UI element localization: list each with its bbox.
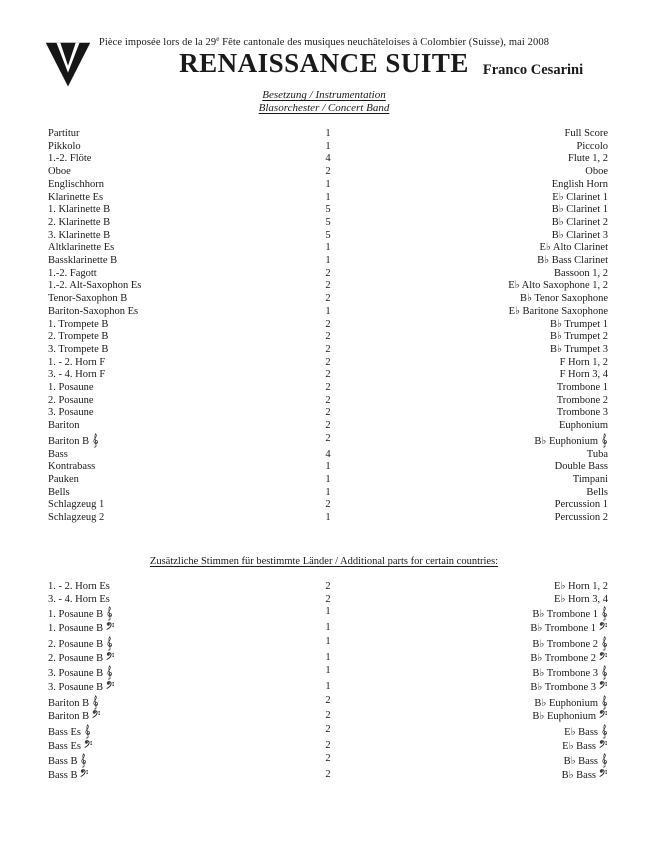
instrument-name-en: B♭ Bass — [350, 769, 608, 783]
additional-parts-table — [48, 581, 608, 783]
instrument-name-en: E♭ Alto Clarinet — [539, 242, 608, 254]
instrument-name-de: Bariton B — [48, 710, 306, 724]
treble-clef-icon — [84, 724, 91, 739]
copies-count: 1 — [325, 512, 331, 524]
instrument-name-de: Bass B — [48, 753, 306, 769]
instrumentation-row — [48, 268, 608, 281]
instrumentation-row — [48, 724, 608, 740]
instrument-name-en: Full Score — [564, 128, 608, 139]
instrumentation-row — [48, 293, 608, 306]
instrumentation-row — [48, 344, 608, 357]
instrument-name-en: B♭ Trombone 3 — [350, 681, 608, 695]
instrument-name-de: 1. Klarinette B — [48, 204, 111, 216]
copies-count: 2 — [325, 369, 331, 381]
instrumentation-row — [48, 622, 608, 636]
instrument-name-de: Klarinette Es — [48, 191, 104, 203]
copies-count: 1 — [325, 461, 331, 473]
instrument-name-en: E♭ Bass — [350, 740, 608, 754]
instrument-name-de: 3. - 4. Horn Es — [48, 593, 110, 605]
copies-count: 2 — [325, 356, 331, 368]
copies-count: 2 — [325, 724, 331, 736]
instrument-name-de: 1. Trompete B — [48, 318, 109, 330]
instrument-name-de: Bass Es — [48, 740, 306, 754]
treble-clef-icon — [601, 636, 608, 651]
instrument-name-en: E♭ Baritone Saxophone — [508, 305, 608, 317]
copies-count: 4 — [325, 448, 331, 460]
instrument-name-en: Piccolo — [576, 140, 608, 152]
instrument-name-de: 3. Trompete B — [48, 343, 109, 355]
copies-count: 2 — [325, 267, 331, 279]
instrumentation-row — [48, 499, 608, 512]
instrument-name-en: E♭ Bass — [350, 724, 608, 740]
instrument-name-de: Bass Es — [48, 724, 306, 740]
instrumentation-row — [48, 740, 608, 754]
composer-name: Franco Cesarini — [482, 62, 584, 78]
treble-clef-icon — [601, 753, 608, 768]
copies-count: 2 — [325, 593, 331, 605]
instrument-name-en: E♭ Alto Saxophone 1, 2 — [508, 280, 608, 292]
copies-count: 1 — [325, 128, 331, 139]
copies-count: 2 — [325, 694, 331, 706]
instrument-name-de: Tenor-Saxophon B — [48, 293, 128, 305]
treble-clef-icon — [601, 665, 608, 680]
instrumentation-row — [48, 242, 608, 255]
instrument-name-de: 3. Klarinette B — [48, 229, 111, 241]
instrument-name-de: 1.-2. Flöte — [48, 153, 92, 165]
instrument-name-en: B♭ Trombone 2 — [350, 636, 608, 652]
instrument-name-en: B♭ Trumpet 3 — [549, 343, 608, 355]
treble-clef-icon — [601, 695, 608, 710]
instrument-name-en: E♭ Horn 3, 4 — [554, 593, 608, 605]
instrument-name-en: B♭ Trumpet 2 — [549, 331, 608, 343]
instrument-name-de: Schlagzeug 2 — [48, 512, 105, 524]
instrument-name-en: B♭ Trombone 3 — [350, 665, 608, 681]
instrument-name-de: Oboe — [48, 166, 71, 178]
instrumentation-row — [48, 652, 608, 666]
treble-clef-icon — [92, 433, 99, 448]
copies-count: 2 — [325, 293, 331, 305]
instrumentation-row — [48, 395, 608, 408]
treble-clef-icon — [601, 724, 608, 739]
instrument-name-de: 2. Klarinette B — [48, 216, 111, 228]
instrumentation-row — [48, 382, 608, 395]
copies-count: 1 — [325, 486, 331, 498]
bass-clef-icon — [106, 622, 115, 631]
instrument-name-en: Trombone 2 — [556, 394, 608, 406]
instrumentation-row — [48, 192, 608, 205]
instrument-name-de: 3. Posaune — [48, 407, 94, 419]
instrumentation-row — [48, 407, 608, 420]
instrument-name-de: 3. Posaune B — [48, 665, 306, 681]
instrument-name-de: Bass B — [48, 769, 306, 783]
instrument-name-de: 1. Posaune B — [48, 622, 306, 636]
instrument-name-de: 2. Posaune B — [48, 636, 306, 652]
instrument-name-de: Bells — [48, 486, 70, 498]
instrument-name-en: B♭ Clarinet 2 — [551, 216, 608, 228]
copies-count: 1 — [325, 242, 331, 254]
instrument-name-de: Bariton B — [48, 433, 306, 449]
page-title: RENAISSANCE SUITE — [179, 48, 469, 78]
header-note-text-continued: Fête cantonale des musiques neuchâteloises à Colombier (Suisse), mai 2008 — [219, 37, 550, 48]
instrument-name-de: Bariton-Saxophon Es — [48, 305, 139, 317]
bass-clef-icon — [84, 740, 93, 749]
treble-clef-icon — [92, 695, 99, 710]
copies-count: 5 — [325, 229, 331, 241]
instrument-name-en: E♭ Clarinet 1 — [552, 191, 608, 203]
instrumentation-row — [48, 153, 608, 166]
instrumentation-row — [48, 449, 608, 462]
instrumentation-row — [48, 280, 608, 293]
instrumentation-row — [48, 306, 608, 319]
instrument-name-en: F Horn 3, 4 — [559, 369, 608, 381]
copies-count: 1 — [325, 606, 331, 618]
instrumentation-row — [48, 769, 608, 783]
instrument-name-en: Percussion 2 — [554, 512, 608, 524]
instrumentation-row — [48, 369, 608, 382]
instrumentation-row — [48, 433, 608, 449]
instrument-name-en: B♭ Bass Clarinet — [537, 255, 608, 267]
instrument-name-en: Tuba — [586, 448, 608, 460]
instrument-name-en: Timpani — [572, 473, 608, 485]
copies-count: 5 — [325, 204, 331, 216]
instrument-name-de: 2. Posaune B — [48, 652, 306, 666]
header-note-text: Pièce imposée lors de la 29 — [98, 37, 217, 48]
copies-count: 1 — [325, 178, 331, 190]
instrumentation-row — [48, 461, 608, 474]
instrumentation-row — [48, 695, 608, 711]
instrument-name-de: 1.-2. Alt-Saxophon Es — [48, 280, 142, 292]
instrument-name-de: Partitur — [48, 128, 80, 139]
instrumentation-row — [48, 217, 608, 230]
instrument-name-de: Bariton — [48, 420, 80, 432]
bass-clef-icon — [106, 652, 115, 661]
instrument-name-en: B♭ Trombone 1 — [350, 622, 608, 636]
instrumentation-row — [48, 357, 608, 370]
instrumentation-row — [48, 581, 608, 594]
instrumentation-row — [48, 141, 608, 154]
treble-clef-icon — [601, 606, 608, 621]
instrumentation-row — [48, 255, 608, 268]
instrument-name-de: Bariton B — [48, 695, 306, 711]
instrumentation-row — [48, 512, 608, 525]
instrument-name-de: Altklarinette Es — [48, 242, 115, 254]
instrumentation-row — [48, 753, 608, 769]
instrument-name-en: E♭ Horn 1, 2 — [554, 581, 608, 592]
subtitle-concert-band: Blasorchester / Concert Band — [258, 102, 390, 114]
instrument-name-en: F Horn 1, 2 — [559, 356, 608, 368]
copies-count: 1 — [325, 473, 331, 485]
bass-clef-icon — [599, 652, 608, 661]
bass-clef-icon — [599, 622, 608, 631]
instrumentation-row — [48, 681, 608, 695]
instrument-name-de: 2. Trompete B — [48, 331, 109, 343]
instrument-name-en: B♭ Tenor Saxophone — [519, 293, 608, 305]
treble-clef-icon — [106, 636, 113, 651]
copies-count: 2 — [325, 581, 331, 592]
instrumentation-row — [48, 230, 608, 243]
bass-clef-icon — [599, 681, 608, 690]
instrument-name-en: Double Bass — [554, 461, 608, 473]
instrumentation-row — [48, 331, 608, 344]
instrument-name-de: 1. - 2. Horn Es — [48, 581, 110, 592]
instrument-name-en: B♭ Euphonium — [350, 695, 608, 711]
instrumentation-table — [48, 128, 608, 525]
copies-count: 1 — [325, 305, 331, 317]
instrument-name-de: 3. Posaune B — [48, 681, 306, 695]
instrument-name-en: B♭ Trombone 1 — [350, 606, 608, 622]
instrument-name-en: B♭ Euphonium — [350, 710, 608, 724]
copies-count: 2 — [325, 382, 331, 394]
instrument-name-en: B♭ Euphonium — [350, 433, 608, 449]
header-note — [0, 35, 648, 48]
copies-count: 1 — [325, 255, 331, 267]
treble-clef-icon — [601, 433, 608, 448]
instrument-name-en: B♭ Bass — [350, 753, 608, 769]
copies-count: 2 — [325, 318, 331, 330]
header-note-superscript: e — [216, 35, 220, 43]
instrumentation-row — [48, 594, 608, 607]
copies-count: 1 — [325, 665, 331, 677]
copies-count: 2 — [325, 710, 331, 722]
instrument-name-en: English Horn — [551, 178, 608, 190]
instrument-name-de: 1. Posaune — [48, 382, 94, 394]
instrumentation-row — [48, 319, 608, 332]
instrument-name-en: B♭ Clarinet 3 — [551, 229, 608, 241]
copies-count: 2 — [325, 753, 331, 765]
instrument-name-en: B♭ Clarinet 1 — [551, 204, 608, 216]
instrumentation-row — [48, 420, 608, 433]
instrumentation-row — [48, 665, 608, 681]
instrument-name-en: Euphonium — [559, 420, 608, 432]
treble-clef-icon — [80, 753, 87, 768]
instrumentation-row — [48, 636, 608, 652]
bass-clef-icon — [80, 769, 89, 778]
bass-clef-icon — [599, 740, 608, 749]
instrumentation-row — [48, 166, 608, 179]
instrument-name-de: 1. - 2. Horn F — [48, 356, 106, 368]
bass-clef-icon — [599, 710, 608, 719]
instrumentation-row — [48, 179, 608, 192]
copies-count: 2 — [325, 407, 331, 419]
instrument-name-en: Bells — [586, 486, 608, 498]
copies-count: 2 — [325, 432, 331, 444]
instrument-name-en: Percussion 1 — [554, 499, 608, 511]
instrument-name-en: Flute 1, 2 — [568, 153, 608, 165]
instrument-name-en: Oboe — [585, 166, 608, 178]
instrument-name-de: Englischhorn — [48, 178, 104, 190]
copies-count: 2 — [325, 420, 331, 432]
instrument-name-en: B♭ Trombone 2 — [350, 652, 608, 666]
instrument-name-de: Bassklarinette B — [48, 255, 118, 267]
copies-count: 2 — [325, 343, 331, 355]
instrument-name-de: Pauken — [48, 473, 79, 485]
copies-count: 2 — [325, 394, 331, 406]
copies-count: 5 — [325, 216, 331, 228]
additional-parts-heading: Zusätzliche Stimmen für bestimmte Länder / Additional parts for certain countries: — [149, 556, 499, 567]
copies-count: 4 — [325, 153, 331, 165]
copies-count: 2 — [325, 499, 331, 511]
instrumentation-row — [48, 128, 608, 141]
instrumentation-row — [48, 204, 608, 217]
copies-count: 1 — [325, 622, 331, 634]
treble-clef-icon — [106, 665, 113, 680]
instrument-name-de: Schlagzeug 1 — [48, 499, 105, 511]
instrument-name-en: B♭ Trumpet 1 — [549, 318, 608, 330]
treble-clef-icon — [106, 606, 113, 621]
instrument-name-de: 3. - 4. Horn F — [48, 369, 106, 381]
instrumentation-row — [48, 474, 608, 487]
copies-count: 2 — [325, 739, 331, 751]
copies-count: 2 — [325, 280, 331, 292]
copies-count: 1 — [325, 651, 331, 663]
instrument-name-en: Trombone 3 — [556, 407, 608, 419]
bass-clef-icon — [599, 769, 608, 778]
instrument-name-de: 1. Posaune B — [48, 606, 306, 622]
copies-count: 1 — [325, 635, 331, 647]
bass-clef-icon — [92, 710, 101, 719]
instrument-name-de: Pikkolo — [48, 140, 81, 152]
instrument-name-en: Trombone 1 — [556, 382, 608, 394]
instrument-name-de: Kontrabass — [48, 461, 96, 473]
instrumentation-row — [48, 606, 608, 622]
copies-count: 1 — [325, 140, 331, 152]
copies-count: 2 — [325, 331, 331, 343]
copies-count: 2 — [325, 769, 331, 781]
bass-clef-icon — [106, 681, 115, 690]
subtitle-instrumentation: Besetzung / Instrumentation — [262, 89, 386, 101]
instrument-name-de: Bass — [48, 448, 68, 460]
copies-count: 1 — [325, 680, 331, 692]
instrument-name-de: 2. Posaune — [48, 394, 94, 406]
copies-count: 2 — [325, 166, 331, 178]
instrumentation-row — [48, 487, 608, 500]
copies-count: 1 — [325, 191, 331, 203]
instrument-name-de: 1.-2. Fagott — [48, 267, 97, 279]
instrument-name-en: Bassoon 1, 2 — [554, 267, 608, 279]
instrumentation-row — [48, 710, 608, 724]
